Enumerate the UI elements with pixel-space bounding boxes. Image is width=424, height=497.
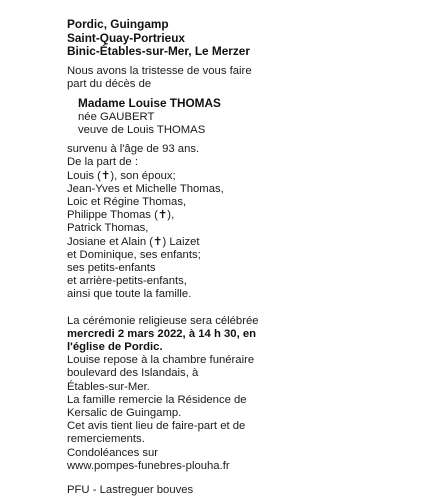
family-line: et arrière-petits-enfants, [67, 275, 187, 288]
family-line: et Dominique, ses enfants; [67, 248, 201, 261]
deceased-name: Madame Louise THOMAS [78, 96, 221, 111]
ceremony-block [67, 315, 367, 473]
ceremony-detail: La famille remercie la Résidence de [67, 393, 247, 406]
family-line: Philippe Thomas (✝), [67, 209, 175, 222]
ceremony-detail: boulevard des Islandais, à [67, 367, 199, 380]
family-line: Josiane et Alain (✝) Laizet [67, 235, 200, 248]
location-line: Saint-Quay-Portrieux [67, 30, 185, 45]
location-line: Pordic, Guingamp [67, 17, 169, 31]
family-line: ainsi que toute la famille. [67, 288, 192, 301]
intro-line: Nous avons la tristesse de vous faire [67, 64, 252, 77]
location-line: Binic-Étables-sur-Mer, Le Merzer [67, 44, 250, 59]
ceremony-detail: Cet avis tient lieu de faire-part et de [67, 420, 246, 433]
deceased-block [67, 97, 367, 137]
intro-line: part du décès de [67, 77, 152, 90]
widow-of: veuve de Louis THOMAS [78, 123, 206, 136]
cut-off-text: PFU - Lastreguer bouves [67, 484, 194, 496]
family-line: De la part de : [67, 156, 138, 169]
family-line: Patrick Thomas, [67, 222, 149, 235]
ceremony-detail: Kersalic de Guingamp. [67, 407, 182, 420]
family-line: Loic et Régine Thomas, [67, 196, 187, 208]
ceremony-place: l'église de Pordic. [67, 341, 163, 354]
family-line: Louis (✝), son époux; [67, 169, 176, 182]
maiden-name: née GAUBERT [78, 110, 155, 123]
condolences-link[interactable]: www.pompes-funebres-plouha.fr [67, 459, 230, 472]
locations-header [67, 18, 367, 59]
ceremony-detail: Condoléances sur [67, 446, 159, 459]
ceremony-detail: remerciements. [67, 433, 145, 446]
family-line: Jean-Yves et Michelle Thomas, [67, 182, 224, 195]
ceremony-detail: Louise repose à la chambre funéraire [67, 354, 255, 367]
announcement-intro [67, 65, 367, 91]
family-line: ses petits-enfants [67, 262, 156, 275]
ceremony-intro: La cérémonie religieuse sera célébrée [67, 314, 259, 327]
paragraph-spacer [67, 302, 367, 315]
family-list [67, 143, 367, 301]
obituary-notice [67, 18, 367, 473]
ceremony-detail: Étables-sur-Mer. [67, 380, 150, 393]
ceremony-date: mercredi 2 mars 2022, à 14 h 30, en [67, 327, 257, 340]
family-line: survenu à l'âge de 93 ans. [67, 143, 200, 156]
